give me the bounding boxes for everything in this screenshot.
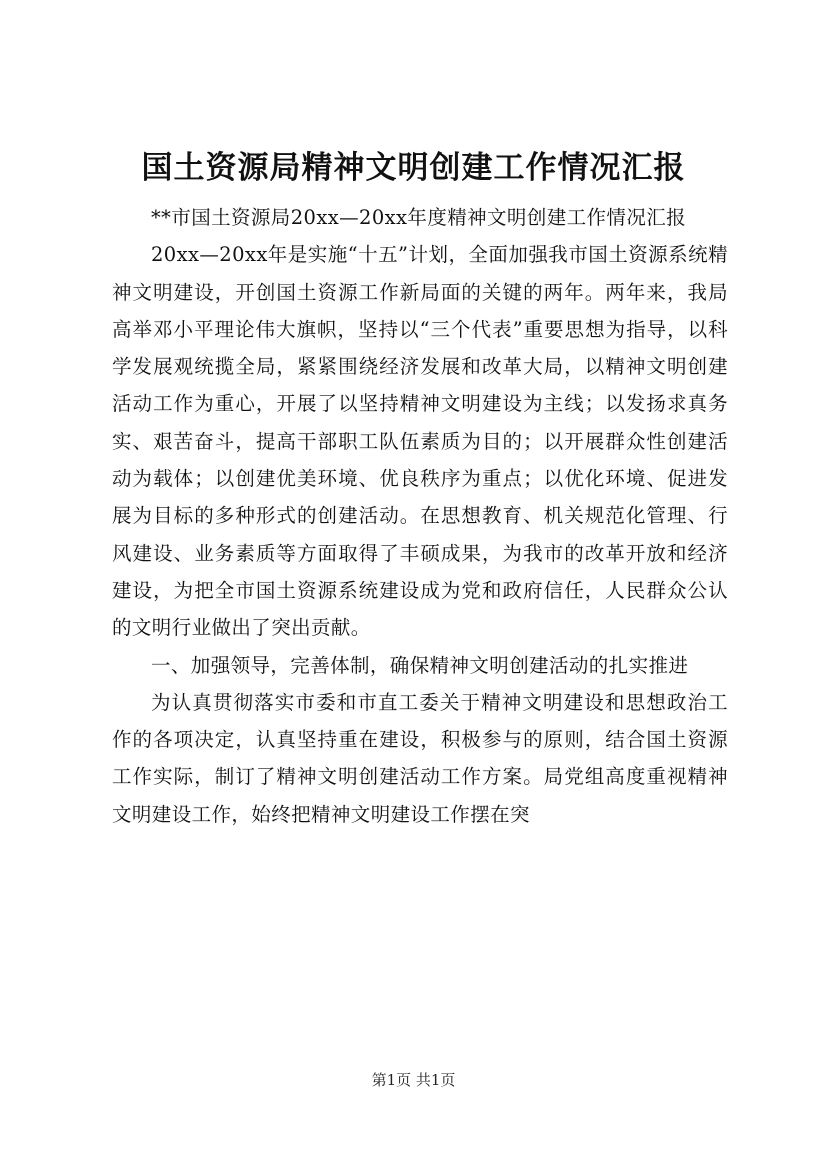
paragraph-section-1: 为认真贯彻落实市委和市直工委关于精神文明建设和思想政治工作的各项决定，认真坚持重在建设，积极参与的原则，结合国土资源工作实际，制订了精神文明创建活动工作方案。局党组高度重视精神文明建设工作，始终把精神文明建设工作摆在突	[112, 690, 728, 826]
paragraph-overview: 20xx—20xx年是实施“十五”计划，全面加强我市国土资源系统精神文明建设，开创国土资源工作新局面的关键的两年。两年来，我局高举邓小平理论伟大旗帜，坚持以“三个代表”重要思想为指导，以科学发展观统揽全局，紧紧围绕经济发展和改革大局，以精神文明创建活动工作为重心，开展了以坚持精神文明建设为主线；以发扬求真务实、艰苦奋斗，提高干部职工队伍素质为目的；以开展群众性创建活动为载体；以创建优美环境、优良秩序为重点；以优化环境、促进发展为目标的多种形式的创建活动。在思想教育、机关规范化管理、行风建设、业务素质等方面取得了丰硕成果，为我市的改革开放和经济建设，为把全市国土资源系统建设成为党和政府信任，人民群众公认的文明行业做出了突出贡献。	[112, 243, 728, 640]
paragraph-subtitle: **市国土资源局20xx—20xx年度精神文明创建工作情况汇报	[151, 206, 687, 229]
document-title: 国土资源局精神文明创建工作情况汇报	[141, 150, 686, 186]
page-number-footer: 第1页 共1页	[371, 1071, 456, 1089]
document-body	[112, 199, 728, 833]
section-heading-1: 一、加强领导，完善体制，确保精神文明创建活动的扎实推进	[151, 653, 689, 677]
